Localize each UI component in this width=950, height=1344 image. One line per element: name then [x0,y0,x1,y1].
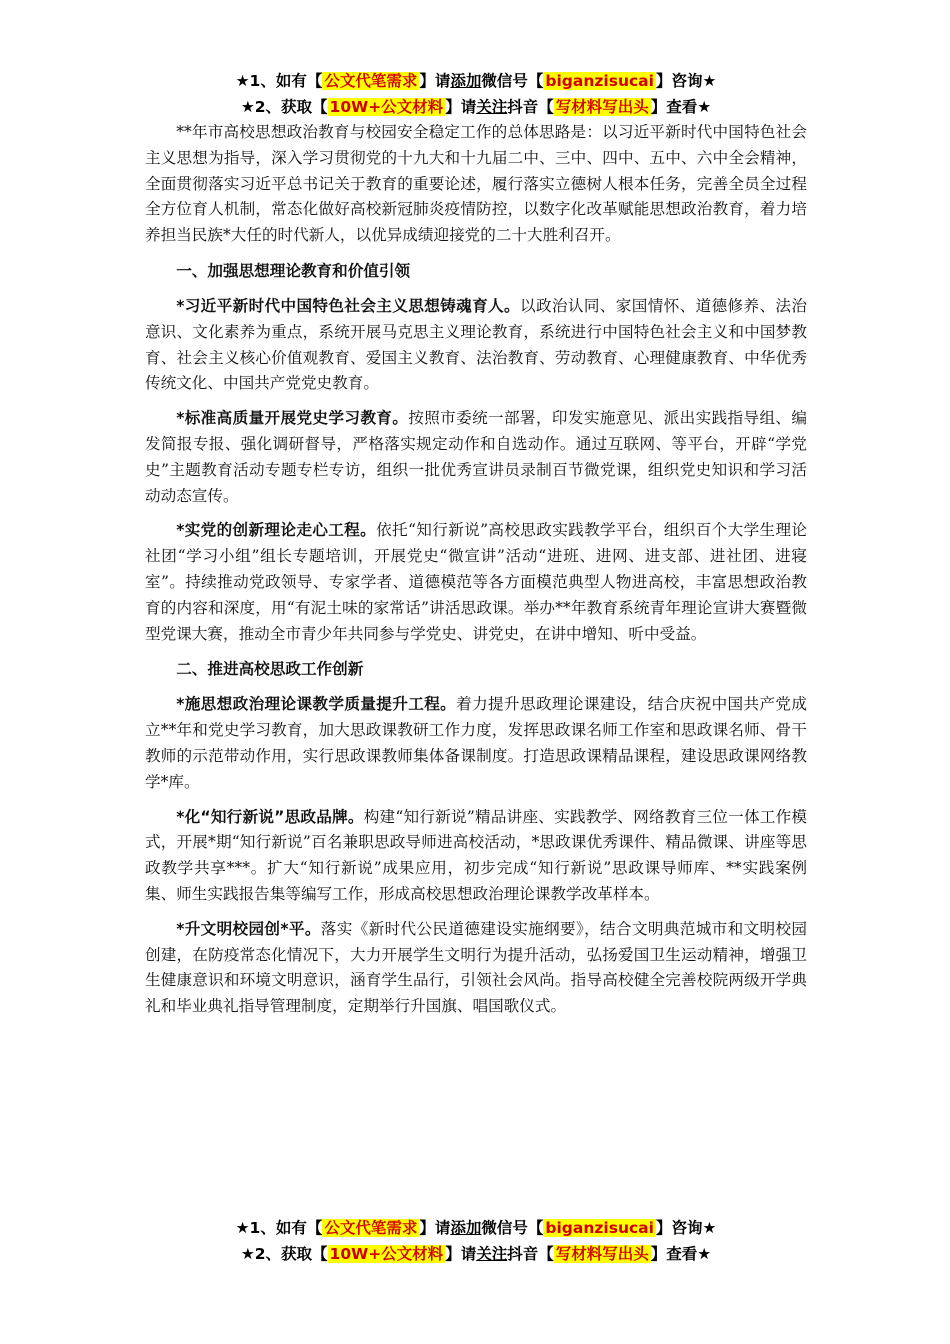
highlight-writing-service: 公文代笔需求 [324,1219,418,1237]
paragraph-text: 落实《新时代公民道德建设实施纲要》，结合文明典范城市和文明校园创建，在防疫常态化情况下，大力开展学生文明行为提升活动，弘扬爱国卫生运动精神，增强卫生健康意识和环境文明意识，涵育学生品行，引领社会风尚。指导高校健全完善校院两级开学典礼和毕业典礼指导管理制度，定期举行升国旗、唱国歌仪式。 [145,919,808,1016]
section-2-paragraph-1 [145,692,807,795]
highlight-wechat-id: biganzisucai [545,1219,654,1237]
paragraph-text: 以政治认同、家国情怀、道德修养、法治意识、文化素养为重点，系统开展马克思主义理论教育，系统进行中国特色社会主义和中国梦教育、社会主义核心价值观教育、爱国主义教育、法治教育、劳动教育、心理健康教育、中华优秀传统文化、中国共产党党史教育。 [145,296,807,393]
paragraph-lead: *实党的创新理论走心工程。 [176,521,377,540]
section-1-paragraph-1 [145,294,807,397]
section-2-heading: 二、推进高校思政工作创新 [176,660,364,679]
highlight-materials: 10W+公文材料 [329,1245,444,1263]
section-2-paragraph-3 [145,917,807,1020]
paragraph-text: 构建“知行新说”精品讲座、实践教学、网络教育三位一体工作模式，开展*期“知行新说”百名兼职思政导师进高校活动，*思政课优秀课件、精品微课、讲座等思政教学共享***。扩大“知行新说”成果应用，初步完成“知行新说”思政课导师库、**实践案例集、师生实践报告集等编写工作，形成高校思想政治理论课教学改革样本。 [145,807,808,903]
footer-banner [145,1215,807,1267]
banner-line-1: ★1、如有【 公文代笔需求 】请添加微信号【 biganzisucai 】咨询★ [235,72,717,90]
paragraph-lead: *施思想政治理论课教学质量提升工程。 [176,695,457,714]
highlight-wechat-id: biganzisucai [545,72,654,90]
document-page [145,68,807,1029]
footer-banner-line-1: ★1、如有【 公文代笔需求 】请添加微信号【 biganzisucai 】咨询★ [235,1219,717,1237]
paragraph-lead: *化“知行新说”思政品牌。 [176,807,364,826]
paragraph-lead: *标准高质量开展党史学习教育。 [176,409,409,428]
paragraph-lead: *习近平新时代中国特色社会主义思想铸魂育人。 [176,296,520,315]
paragraph-lead: *升文明校园创*平。 [176,919,321,938]
section-2-paragraph-2 [145,805,807,908]
highlight-materials: 10W+公文材料 [329,98,444,116]
section-1-paragraph-3 [145,518,807,647]
section-1-heading: 一、加强思想理论教育和价值引领 [176,261,411,280]
highlight-douyin-account: 写材料写出头 [555,98,649,116]
highlight-writing-service: 公文代笔需求 [324,72,418,90]
highlight-douyin-account: 写材料写出头 [555,1245,649,1263]
paragraph-text: 着力提升思政理论课建设，结合庆祝中国共产党成立**年和党史学习教育，加大思政课教研工作力度，发挥思政课名师工作室和思政课名师、骨干教师的示范带动作用，实行思政课教师集体备课制度。打造思政课精品课程，建设思政课网络教学*库。 [145,695,807,791]
banner-line-2: ★2、获取【 10W+公文材料 】请关注抖音【 写材料写出头 】查看★ [240,98,712,116]
paragraph-text: 按照市委统一部署，印发实施意见、派出实践指导组、编发简报专报、强化调研督导，严格落实规定动作和自选动作。通过互联网、等平台，开辟“学党史”主题教育活动专题专栏专访，组织一批优秀宣讲员录制百节微党课，组织党史知识和学习活动动态宣传。 [145,409,807,505]
paragraph-text: 依托“知行新说”高校思政实践教学平台，组织百个大学生理论社团“学习小组”组长专题培训，开展党史“微宣讲”活动“进班、进网、进支部、进社团、进寝室”。持续推动党政领导、专家学者、道德模范等各方面模范典型人物进高校，丰富思想政治教育的内容和深度，用“有泥土味的家常话”讲活思政课。举办**年教育系统青年理论宣讲大赛暨微型党课大赛，推动全市青少年共同参与学党史、讲党史，在讲中增知、听中受益。 [145,521,808,643]
header-banner [145,68,807,120]
footer-banner-line-2: ★2、获取【 10W+公文材料 】请关注抖音【 写材料写出头 】查看★ [240,1245,712,1263]
section-1-paragraph-2 [145,406,807,509]
intro-paragraph: **年市高校思想政治教育与校园安全稳定工作的总体思路是：以习近平新时代中国特色社会主义思想为指导，深入学习贯彻党的十九大和十九届二中、三中、四中、五中、六中全会精神，全面贯彻落实习近平总书记关于教育的重要论述，履行落实立德树人根本任务，完善全员全过程全方位育人机制，常态化做好高校新冠肺炎疫情防控，以数字化改革赋能思想政治教育，着力培养担当民族*大任的时代新人，以优异成绩迎接党的二十大胜利召开。 [145,123,807,245]
